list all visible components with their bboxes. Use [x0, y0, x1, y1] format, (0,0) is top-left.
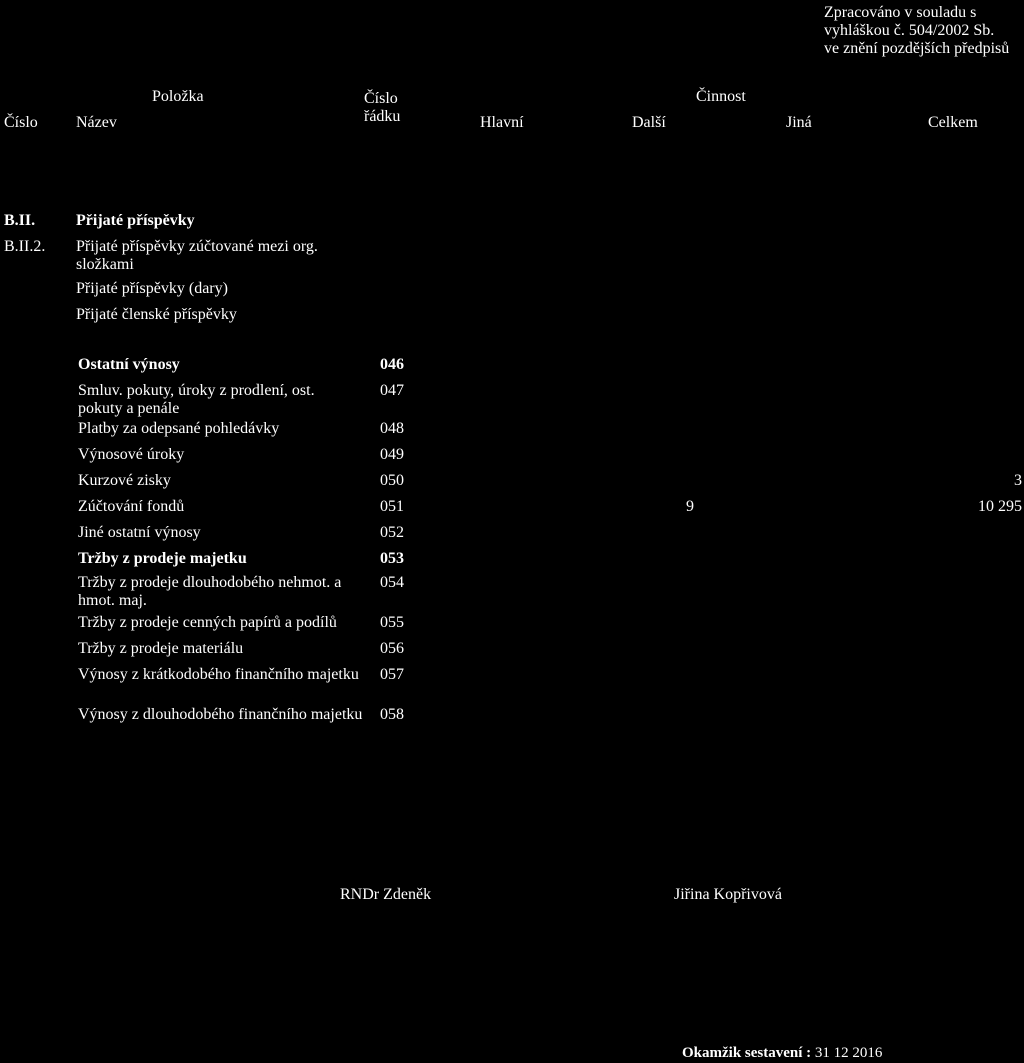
section-row: Přijaté příspěvky zúčtované mezi org. složkami: [76, 238, 318, 273]
header-cislo: Číslo: [4, 114, 38, 131]
header-note-line: ve znění pozdějších předpisů: [824, 40, 1010, 57]
header-note-line: vyhláškou č. 504/2002 Sb.: [824, 22, 995, 39]
row-line: 057: [380, 666, 404, 683]
row-name: Smluv. pokuty, úroky z prodlení, ost. pokuty a penále: [78, 382, 315, 417]
row-jina: 9: [686, 498, 694, 515]
row-name: Tržby z prodeje dlouhodobého nehmot. a hmot. maj.: [78, 574, 342, 609]
header-cinnost: Činnost: [696, 88, 746, 105]
row-line: 049: [380, 446, 404, 463]
row-celkem: 3: [1014, 472, 1022, 489]
section-row: Přijaté příspěvky (dary): [76, 280, 228, 297]
row-name: Kurzové zisky: [78, 472, 171, 489]
footer-value: 31 12 2016: [814, 1045, 883, 1061]
row-name: Tržby z prodeje majetku: [78, 550, 247, 567]
header-note-line: Zpracováno v souladu s: [824, 4, 977, 21]
row-name: Výnosy z dlouhodobého finančního majetku: [78, 706, 363, 723]
row-line: 048: [380, 420, 404, 437]
header-hlavni: Hlavní: [480, 114, 524, 131]
row-name: Zúčtování fondů: [78, 498, 185, 515]
row-celkem: 10 295: [978, 498, 1022, 515]
row-line: 052: [380, 524, 404, 541]
header-cislo-radku: Číslo: [364, 90, 398, 107]
row-name: Tržby z prodeje materiálu: [78, 640, 244, 657]
row-name: Výnosy z krátkodobého finančního majetku: [78, 666, 359, 683]
row-line: 046: [380, 356, 404, 373]
header-cislo-radku: řádku: [364, 108, 401, 125]
header-celkem: Celkem: [928, 114, 978, 131]
footer-timestamp: [682, 1044, 882, 1062]
row-line: 053: [380, 550, 404, 567]
table-row: [0, 704, 404, 736]
section-row: Přijaté členské příspěvky: [76, 306, 237, 323]
header-nazev: Název: [76, 114, 117, 131]
row-line: 047: [380, 382, 404, 399]
row-line: 056: [380, 640, 404, 657]
section-code: B.II.: [4, 212, 36, 229]
row-line: 055: [380, 614, 404, 631]
row-line: 054: [380, 574, 404, 591]
section-title: Přijaté příspěvky: [76, 212, 195, 229]
header-polozka: Položka: [152, 88, 204, 105]
signature-right: Jiřina Kopřivová: [674, 886, 782, 903]
signature-left: RNDr Zdeněk: [340, 886, 432, 903]
row-name: Tržby z prodeje cenných papírů a podílů: [78, 614, 337, 631]
row-name: Ostatní výnosy: [78, 356, 180, 373]
row-name: Jiné ostatní výnosy: [78, 524, 201, 541]
row-name: Platby za odepsané pohledávky: [78, 420, 280, 437]
header-dalsi: Další: [632, 114, 666, 131]
section-sub-code: B.II.2.: [4, 238, 46, 255]
row-line: 058: [380, 706, 404, 723]
row-name: Výnosové úroky: [78, 446, 185, 463]
footer-label: Okamžik sestavení :: [682, 1045, 812, 1061]
row-line: 051: [380, 498, 404, 515]
row-line: 050: [380, 472, 404, 489]
header-jina: Jiná: [786, 114, 812, 131]
